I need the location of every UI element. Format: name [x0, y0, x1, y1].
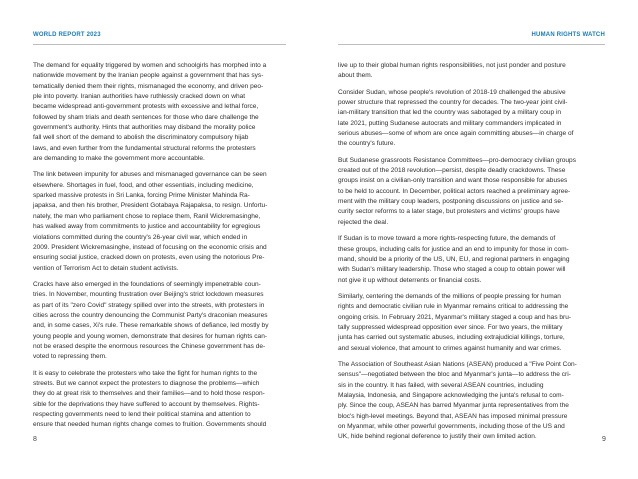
text-line: laws, and even further from the fundamental structural reforms the protesters	[33, 144, 256, 152]
text-line: sparked massive protests in Sri Lanka, forcing Prime Minister Mahinda Ra-	[33, 192, 250, 200]
text-line: tries. In November, mounting frustration over Beijing's strict lockdown measures	[33, 291, 264, 299]
running-head-left: WORLD REPORT 2023	[33, 32, 101, 38]
text-line: followed by sham trials and death sentences for those who dare challenge the	[33, 113, 259, 121]
text-line: streets. But we cannot expect the protesters to diagnose the problems—which	[33, 379, 260, 387]
text-line: government's authority. Hints that authorities may disband the morality police	[33, 124, 256, 132]
text-line: and, in some cases, Xi's rule. These remarkable shows of defiance, led mostly by	[33, 322, 269, 330]
text-line: But Sudanese grassroots Resistance Committees—pro-democracy civilian groups	[338, 156, 576, 164]
text-line: mand, should be a priority of the US, UN, EU, and regional partners in engaging	[338, 255, 570, 263]
text-line: ensuring social justice, cracked down on protests, even using the notorious Pre-	[33, 254, 265, 262]
text-line: voted to repressing them.	[33, 353, 107, 361]
text-line: UK, hide behind regional deference to justify their own limited action.	[338, 433, 537, 441]
right-body-text	[338, 61, 610, 449]
text-line: 2009. President Wickremasinghe, instead of focusing on the economic crisis and	[33, 243, 267, 251]
text-line: are demanding to make the government more accountable.	[33, 155, 205, 163]
text-line: japaksa, and then his brother, President Gotabaya Rajapaksa, to resign. Unfortu-	[33, 202, 268, 210]
text-line: as part of its "zero Covid" strategy spilled over into the streets, with protesters in	[33, 301, 265, 309]
text-line: about them.	[338, 72, 373, 80]
text-line: ment with the military coup leaders, postponing discussions on justice and se-	[338, 198, 564, 206]
text-line: the country's future.	[338, 140, 396, 148]
text-line: not give it up without deterrents or financial costs.	[338, 276, 482, 284]
text-line: vention of Terrorism Act to detain student activists.	[33, 264, 179, 272]
text-line: groups insist on a civilian-only transition and want those responsible for abuses	[338, 177, 568, 185]
text-line: rejected the deal.	[338, 218, 389, 226]
text-line: ensure that needed human rights change comes to fruition. Governments should	[33, 421, 267, 429]
text-line: and sexual violence, that amount to crimes against humanity and war crimes.	[338, 344, 562, 352]
paragraph	[33, 61, 291, 164]
text-line: not be erased despite the enormous resources the Chinese government has de-	[33, 342, 266, 350]
text-line: sible for the deprivations they have suffered to account by themselves. Rights-	[33, 400, 260, 408]
text-line: late 2021, putting Sudanese autocrats and military commanders implicated in	[338, 119, 562, 127]
paragraph	[33, 170, 291, 273]
text-line: they do at great risk to themselves and their families—and to hold those respon-	[33, 390, 265, 398]
text-line: The demand for equality triggered by women and schoolgirls has morphed into a	[33, 62, 267, 69]
text-line: ple into poverty. Iranian authorities have ruthlessly cracked down on what	[33, 93, 246, 101]
text-line: serious abuses—some of whom are once again committing abuses—in charge of	[338, 130, 574, 138]
paragraph	[338, 360, 610, 443]
paragraph	[33, 280, 291, 363]
right-page	[319, 0, 638, 479]
paragraph	[338, 234, 610, 286]
text-line: bloc's high-level meetings. Beyond that, ASEAN has imposed minimal pressure	[338, 412, 568, 420]
text-line: ply. Since the coup, ASEAN has barred Myanmar junta representatives from the	[338, 402, 569, 410]
text-line: It is easy to celebrate the protesters who take the fight for human rights to the	[33, 369, 258, 377]
text-line: curity sector reforms to a later stage, but protesters and victims' groups have	[338, 208, 560, 216]
text-line: The link between impunity for abuses and mismanaged governance can be seen	[33, 171, 267, 179]
text-line: to be held to account. In December, political actors reached a preliminary agree-	[338, 187, 571, 195]
text-line: respecting governments need to lend their political stamina and attention to	[33, 411, 251, 418]
text-line: cities across the country denouncing the Communist Party's draconian measures	[33, 311, 268, 319]
text-line: tally suppressed widespread opposition ever since. For two years, the military	[338, 323, 563, 331]
text-line: these groups, including calls for justice and an end to impunity for those in com-	[338, 245, 569, 253]
paragraph	[33, 369, 291, 431]
text-line: created out of the 2018 revolution—persist, despite deadly crackdowns. These	[338, 167, 566, 175]
text-line: live up to their global human rights responsibilities, not just ponder and posture	[338, 62, 566, 69]
text-line: junta has carried out systematic abuses, including extrajudicial killings, torture,	[338, 334, 565, 342]
text-line: rights and democratic civilian rule in Myanmar remains critical to addressing the	[338, 303, 569, 311]
text-line: has walked away from commitments to justice and accountability for egregious	[33, 223, 261, 231]
text-line: Malaysia, Indonesia, and Singapore acknowledging the junta's refusal to com-	[338, 391, 564, 399]
text-line: ian-military transition that led the country was sabotaged by a military coup in	[338, 109, 562, 117]
text-line: young people and young women, demonstrate that desires for human rights can-	[33, 332, 268, 340]
text-line: nationwide movement by the Iranian people against a government that has sys-	[33, 72, 264, 80]
header-rule-right	[338, 44, 605, 45]
text-line: violations committed during the country's 26-year civil war, which ended in	[33, 233, 248, 241]
paragraph	[338, 88, 610, 150]
text-line: sensus"—negotiated between the bloc and Myanmar's junta—to address the cri-	[338, 371, 571, 379]
paragraph	[338, 156, 610, 228]
text-line: Cracks have also emerged in the foundations of seemingly impenetrable coun-	[33, 280, 261, 288]
text-line: with Sudan's military leadership. Those who staged a coup to obtain power will	[338, 266, 566, 274]
running-head-right: HUMAN RIGHTS WATCH	[531, 32, 605, 38]
text-line: power structure that repressed the country for decades. The two-year joint civil-	[338, 99, 568, 107]
text-line: tematically denied them their rights, mismanaged the economy, and driven peo-	[33, 82, 264, 90]
text-line: The Association of Southeast Asian Nations (ASEAN) produced a "Five Point Con-	[338, 360, 577, 368]
paragraph	[338, 61, 610, 82]
text-line: Similarly, centering the demands of the millions of people pressing for human	[338, 292, 561, 300]
paragraph	[338, 292, 610, 354]
page-number-right: 9	[602, 436, 606, 443]
left-body-text	[33, 61, 291, 437]
text-line: Consider Sudan, whose people's revolution of 2018-19 challenged the abusive	[338, 88, 566, 96]
page-number-left: 8	[33, 436, 37, 443]
text-line: elsewhere. Shortages in fuel, food, and other essentials, including medicine,	[33, 181, 254, 189]
text-line: sis in the country. It has failed, with several ASEAN countries, including	[338, 381, 544, 389]
text-line: If Sudan is to move toward a more rights-respecting future, the demands of	[338, 235, 556, 243]
text-line: became widespread anti-government protests with excessive and lethal force,	[33, 103, 259, 111]
text-line: fall well short of the demand to abolish the discriminatory compulsory hijab	[33, 134, 249, 142]
text-line: nately, the man who parliament chose to replace them, Ranil Wickremasinghe,	[33, 212, 261, 220]
text-line: on Myanmar, while other powerful governments, including those of the US and	[338, 423, 565, 430]
header-rule-left	[33, 44, 286, 45]
text-line: ongoing crisis. In February 2021, Myanmar's military staged a coup and has bru-	[338, 313, 572, 321]
